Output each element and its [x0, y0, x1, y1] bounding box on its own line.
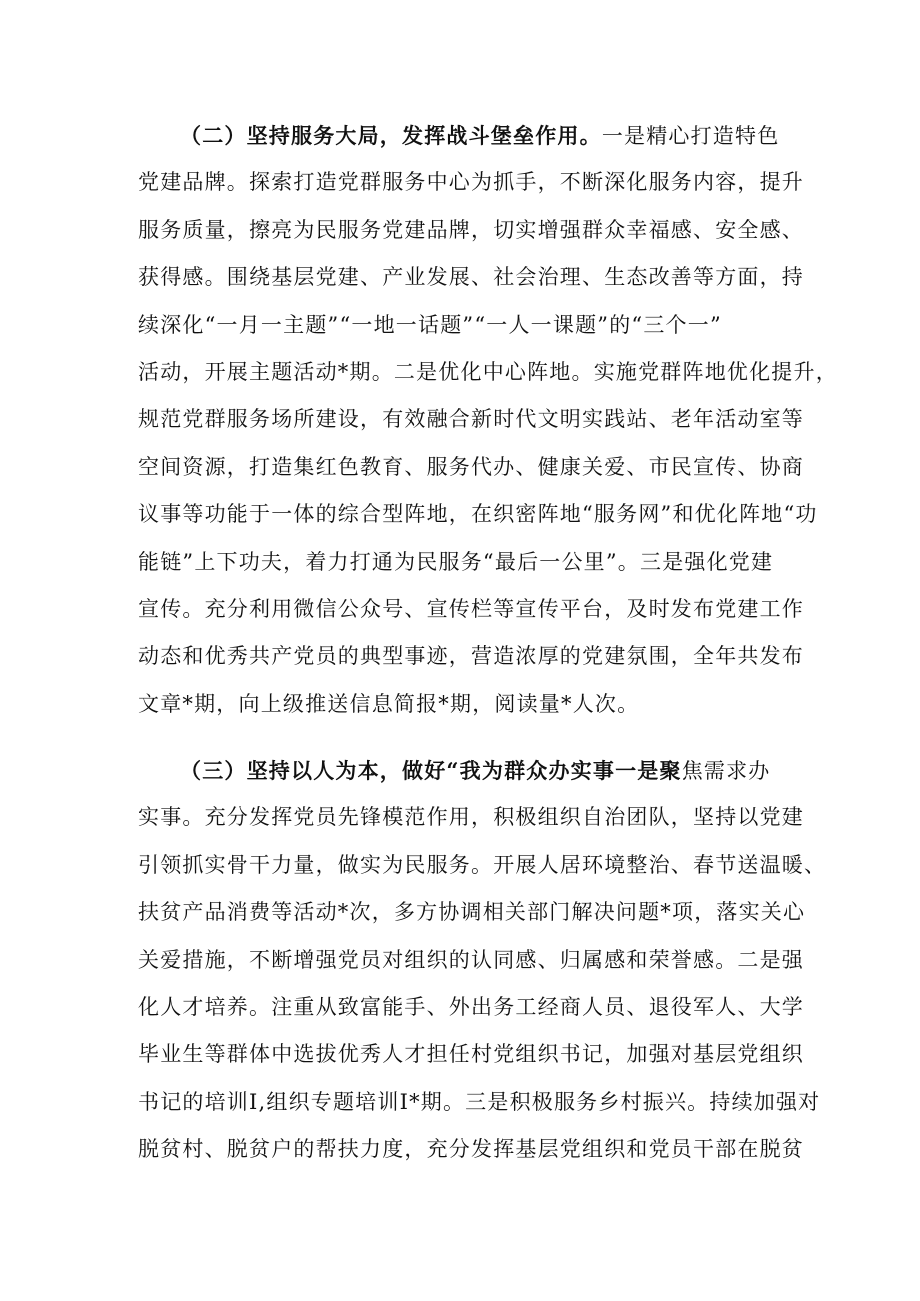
section-heading: （二）坚持服务大局，发挥战斗堡垒作用。	[180, 123, 602, 148]
paragraph-line: 脱贫村、脱贫户的帮扶力度，充分发挥基层党组织和党员干部在脱贫	[138, 1137, 804, 1162]
paragraph-line: 文章*期，向上级推送信息简报*期，阅读量*人次。	[138, 691, 640, 716]
paragraph-people-first	[138, 747, 827, 1174]
paragraph-line: 空间资源，打造集红色教育、服务代办、健康关爱、市民宣传、协商	[138, 454, 804, 479]
paragraph-line	[138, 112, 798, 159]
paragraph-line: 活动，开展主题活动*期。二是优化中心阵地。实施党群阵地优化提升，	[138, 359, 838, 384]
paragraph-line: 宣传。充分利用微信公众号、宣传栏等宣传平台，及时发布党建工作	[138, 596, 804, 621]
document-page	[138, 112, 838, 1174]
paragraph-line: 实事。充分发挥党员先锋模范作用，积极组织自治团队，坚持以党建	[138, 805, 804, 830]
paragraph-line: 续深化“一月一主题”“一地一话题”“一人一课题”的“三个一”	[138, 312, 722, 337]
paragraph-line: 规范党群服务场所建设，有效融合新时代文明实践站、老年活动室等	[138, 407, 804, 432]
paragraph-line: 获得感。围绕基层党建、产业发展、社会治理、生态改善等方面，持	[138, 265, 804, 290]
paragraph-text: 焦需求办	[681, 759, 771, 784]
paragraph-line: 书记的培训I,组织专题培训I*期。三是积极服务乡村振兴。持续加强对	[138, 1089, 821, 1114]
paragraph-line: 化人才培养。注重从致富能手、外出务工经商人员、退役军人、大学	[138, 995, 804, 1020]
paragraph-line: 党建品牌。探索打造党群服务中心为抓手，不断深化服务内容，提升	[138, 170, 804, 195]
paragraph-line: 服务质量，擦亮为民服务党建品牌，切实增强群众幸福感、安全感、	[138, 217, 804, 242]
paragraph-line: 议事等功能于一体的综合型阵地，在织密阵地“服务网”和优化阵地“功	[138, 502, 818, 527]
paragraph-line: 毕业生等群体中选拔优秀人才担任村党组织书记，加强对基层党组织	[138, 1042, 804, 1067]
paragraph-line: 引领抓实骨干力量，做实为民服务。开展人居环境整治、春节送温暖、	[138, 852, 827, 877]
paragraph-line: 扶贫产品消费等活动*次，多方协调相关部门解决问题*项，落实关心	[138, 900, 806, 925]
paragraph-line: 动态和优秀共产党员的典型事迹，营造浓厚的党建氛围，全年共发布	[138, 644, 804, 669]
paragraph-line	[138, 747, 798, 794]
paragraph-line: 关爱措施，不断增强党员对组织的认同感、归属感和荣誉感。二是强	[138, 947, 804, 972]
section-heading: （三）坚持以人为本，做好“我为群众办实事一是聚	[180, 758, 682, 784]
paragraph-line: 能链”上下功夫，着力打通为民服务“最后一公里”。三是强化党建	[138, 549, 774, 574]
paragraph-service-overall	[138, 112, 838, 728]
paragraph-text: 一是精心打造特色	[601, 124, 780, 148]
